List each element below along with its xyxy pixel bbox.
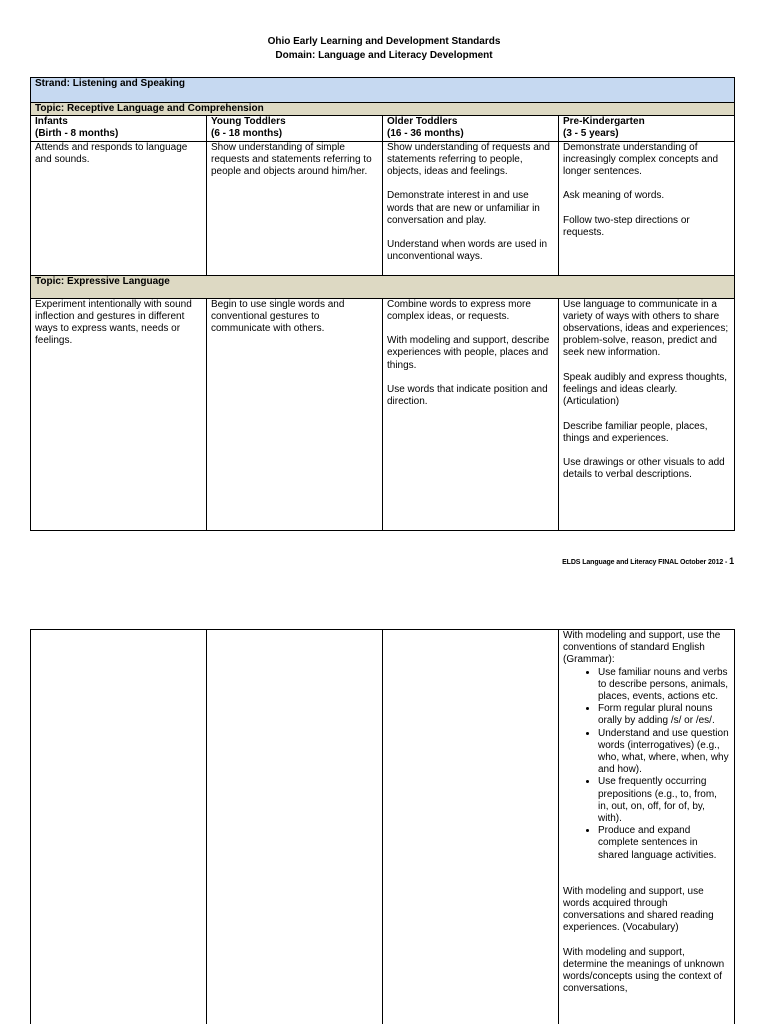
standard-text: Show understanding of requests and statements referring to people, objects, ideas and feelings. — [387, 141, 550, 178]
standard-text: Begin to use single words and conventional gestures to communicate with others. — [211, 298, 345, 335]
word-meanings-standard: With modeling and support, determine the meanings of unknown words/concepts using the context of conversations, — [563, 946, 725, 995]
column-name: Older Toddlers — [387, 116, 458, 128]
strand-heading: Strand: Listening and Speaking — [31, 78, 735, 103]
expressive-young-toddlers-cell — [207, 298, 383, 530]
standard-text: Use drawings or other visuals to add details to verbal descriptions. — [563, 457, 725, 481]
expressive-infants-cell — [31, 298, 207, 530]
document-page-2 — [0, 600, 768, 1024]
expressive-older-toddlers-cell — [383, 298, 559, 530]
list-item: • Produce and expand complete sentences in shared language activities. — [598, 825, 730, 862]
continued-standards-row — [31, 630, 735, 1024]
standard-text: Show understanding of simple requests and statements referring to people and objects around him/her. — [211, 141, 372, 178]
list-item: • Use frequently occurring prepositions (e.g., to, from, in, out, on, off, for of, by, with). — [598, 776, 730, 825]
standard-text: Speak audibly and express thoughts, feelings and ideas clearly. (Articulation) — [563, 371, 727, 408]
expressive-standards-row — [31, 298, 735, 530]
column-header-infants — [31, 116, 207, 141]
column-ages: (3 - 5 years) — [563, 128, 619, 140]
receptive-pre-k-cell — [559, 141, 735, 275]
title-line-1: Ohio Early Learning and Development Standards — [267, 36, 501, 47]
topic-row-expressive — [31, 275, 735, 298]
standard-text: Experiment intentionally with sound inflection and gestures in different ways to express wants, needs or feelings. — [35, 298, 192, 347]
standard-text: Attends and responds to language and sounds. — [35, 141, 188, 165]
vocabulary-standard: With modeling and support, use words acquired through conversations and shared reading experiences. (Vocabulary) — [563, 885, 714, 934]
topic-heading-receptive: Topic: Receptive Language and Comprehension — [31, 103, 735, 116]
list-item: • Understand and use question words (interrogatives) (e.g., who, what, where, when, why and how). — [598, 728, 730, 777]
column-name: Infants — [35, 116, 68, 128]
receptive-standards-row — [31, 141, 735, 275]
column-name: Pre-Kindergarten — [563, 116, 645, 128]
topic-heading-expressive: Topic: Expressive Language — [31, 275, 735, 298]
strand-row — [31, 78, 735, 103]
grammar-intro: With modeling and support, use the conventions of standard English (Grammar): — [563, 630, 721, 666]
topic-row-receptive — [31, 103, 735, 116]
standards-table-continued — [30, 629, 735, 1024]
standard-text: With modeling and support, describe experiences with people, places and things. — [387, 335, 550, 371]
column-ages: (6 - 18 months) — [211, 128, 283, 140]
age-header-row — [31, 116, 735, 141]
receptive-young-toddlers-cell — [207, 141, 383, 275]
standard-text: Describe familiar people, places, things and experiences. — [563, 420, 708, 444]
continued-older-toddlers-cell — [383, 630, 559, 1024]
page-number: 1 — [729, 556, 734, 566]
expressive-pre-k-cell — [559, 298, 735, 530]
standards-table — [30, 77, 735, 531]
standard-text: Follow two-step directions or requests. — [563, 214, 690, 238]
footer-text: ELDS Language and Literacy FINAL October 2012 - — [562, 559, 730, 566]
standard-text: Demonstrate interest in and use words that are new or unfamiliar in conversation and play. — [387, 190, 540, 226]
column-header-young-toddlers — [207, 116, 383, 141]
list-item: • Form regular plural nouns orally by adding /s/ or /es/. — [598, 703, 730, 727]
continued-young-toddlers-cell — [207, 630, 383, 1024]
list-item: • Use familiar nouns and verbs to describe persons, animals, places, events, actions etc. — [598, 667, 730, 704]
column-ages: (16 - 36 months) — [387, 128, 464, 140]
column-name: Young Toddlers — [211, 116, 286, 128]
grammar-bullet-list — [563, 667, 730, 862]
document-title — [0, 35, 768, 63]
continued-pre-k-cell — [559, 630, 735, 1024]
standard-text: Use language to communicate in a variety of ways with others to share observations, ideas and experiences; problem-solve, reason, predict and seek new information. — [563, 298, 729, 359]
title-line-2: Domain: Language and Literacy Development — [275, 50, 493, 61]
standard-text: Use words that indicate position and direction. — [387, 384, 548, 408]
receptive-infants-cell — [31, 141, 207, 275]
column-ages: (Birth - 8 months) — [35, 128, 119, 140]
standard-text: Demonstrate understanding of increasingly complex concepts and longer sentences. — [563, 141, 719, 178]
column-header-pre-k — [559, 116, 735, 141]
page-footer — [562, 556, 734, 566]
continued-infants-cell — [31, 630, 207, 1024]
standard-text: Ask meaning of words. — [563, 190, 665, 202]
standard-text: Combine words to express more complex ideas, or requests. — [387, 298, 531, 322]
receptive-older-toddlers-cell — [383, 141, 559, 275]
standard-text: Understand when words are used in unconventional ways. — [387, 239, 548, 263]
column-header-older-toddlers — [383, 116, 559, 141]
